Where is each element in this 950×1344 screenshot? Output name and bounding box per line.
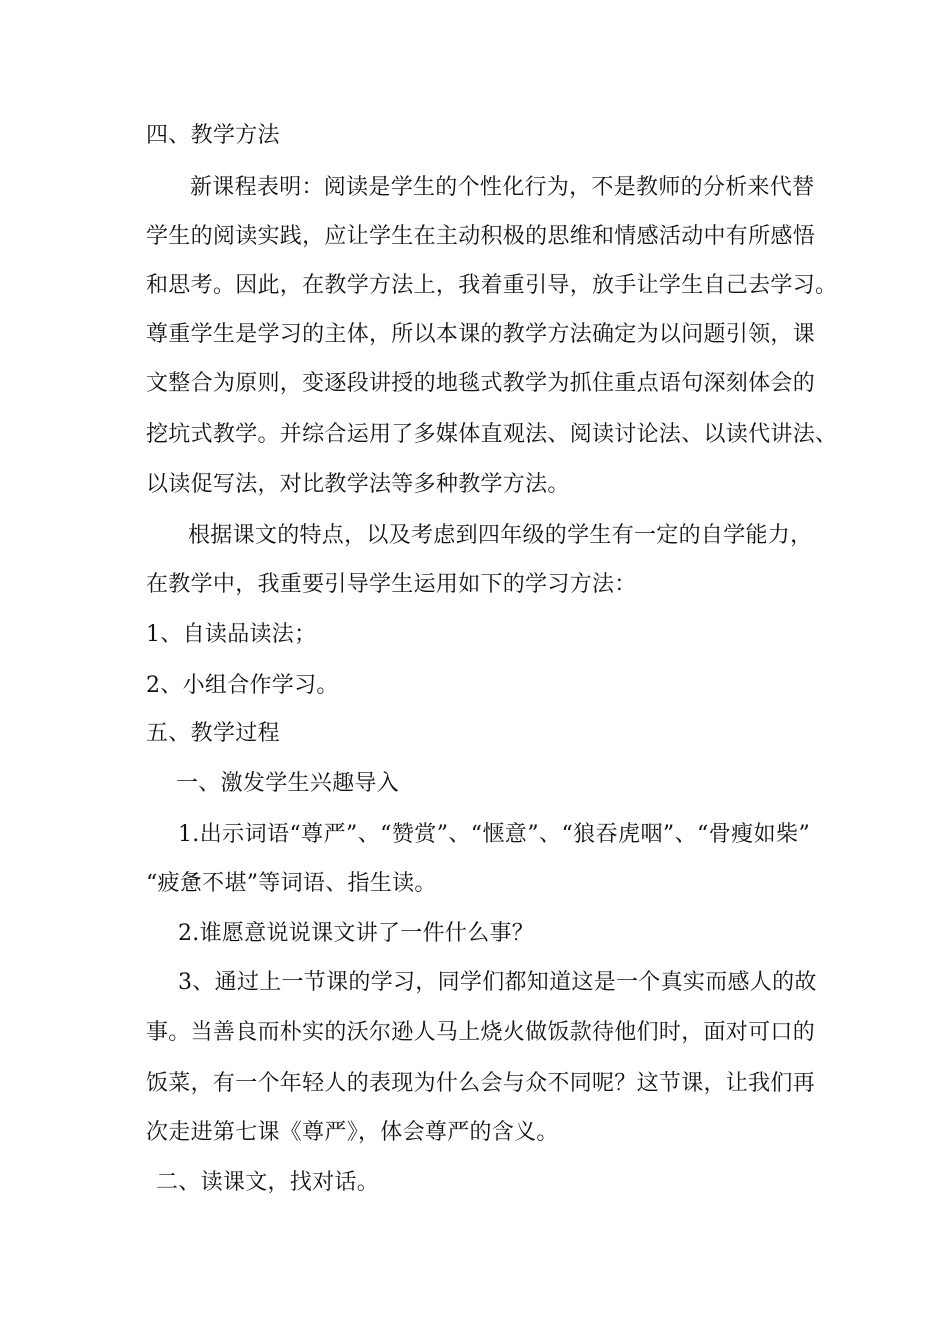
paragraph-line: 学生的阅读实践，应让学生在主动积极的思维和情感活动中有所感悟	[146, 224, 816, 249]
paragraph-line: 3、通过上一节课的学习，同学们都知道这是一个真实而感人的故	[178, 970, 817, 995]
paragraph-line: 根据课文的特点，以及考虑到四年级的学生有一定的自学能力，	[188, 523, 813, 548]
paragraph-line: “疲惫不堪”等词语、指生读。	[146, 871, 437, 896]
paragraph-line: 和思考。因此，在教学方法上，我着重引导，放手让学生自己去学习。	[146, 273, 838, 298]
paragraph-line: 挖坑式教学。并综合运用了多媒体直观法、阅读讨论法、以读代讲法、	[146, 422, 838, 447]
subsection-heading: 二、读课文，找对话。	[156, 1170, 380, 1195]
paragraph-line: 在教学中，我重要引导学生运用如下的学习方法：	[146, 572, 637, 597]
section-heading-teaching-process: 五、教学过程	[146, 721, 280, 746]
paragraph-line: 饭菜，有一个年轻人的表现为什么会与众不同呢？这节课，让我们再	[146, 1071, 816, 1096]
subsection-heading: 一、激发学生兴趣导入	[176, 771, 400, 796]
section-heading-teaching-methods: 四、教学方法	[146, 123, 280, 148]
paragraph-line: 新课程表明：阅读是学生的个性化行为，不是教师的分析来代替	[190, 175, 815, 200]
paragraph-line: 次走进第七课《尊严》，体会尊严的含义。	[146, 1120, 559, 1145]
paragraph-line: 2.谁愿意说说课文讲了一件什么事？	[178, 921, 535, 946]
paragraph-line: 事。当善良而朴实的沃尔逊人马上烧火做饭款待他们时，面对可口的	[146, 1020, 816, 1045]
list-item: 2、小组合作学习。	[146, 673, 339, 698]
paragraph-line: 以读促写法，对比教学法等多种教学方法。	[146, 472, 570, 497]
paragraph-line: 文整合为原则，变逐段讲授的地毯式教学为抓住重点语句深刻体会的	[146, 371, 816, 396]
list-item: 1、自读品读法；	[146, 622, 317, 647]
paragraph-line: 尊重学生是学习的主体，所以本课的教学方法确定为以问题引领，课	[146, 322, 816, 347]
paragraph-line: 1.出示词语“尊严”、“赞赏”、“惬意”、“狼吞虎咽”、“骨瘦如柴”	[178, 822, 810, 847]
